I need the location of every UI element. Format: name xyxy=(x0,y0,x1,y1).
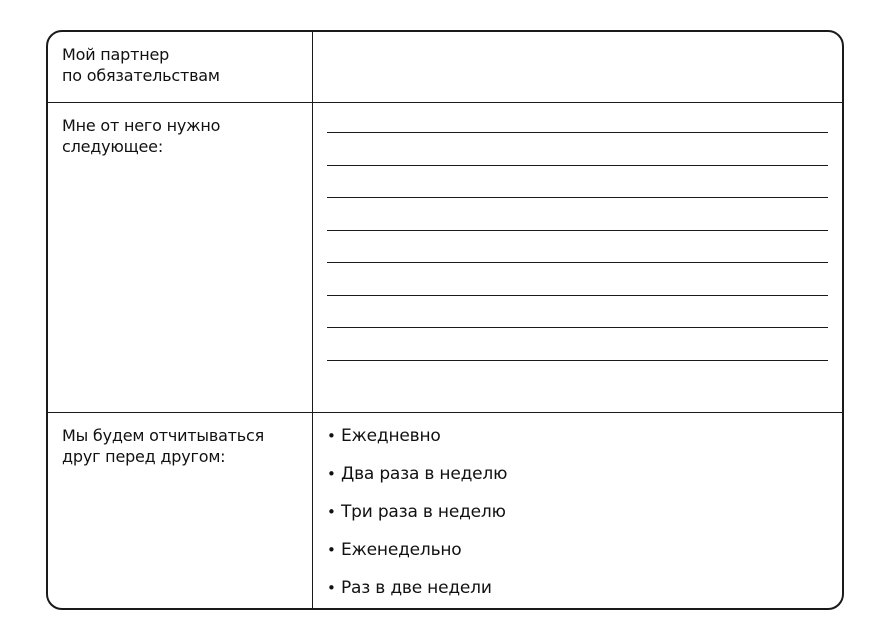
write-line xyxy=(327,295,828,296)
bullet-icon: • xyxy=(327,465,336,483)
frequency-option xyxy=(327,501,507,539)
write-line xyxy=(327,360,828,361)
write-in-lines xyxy=(327,132,828,392)
write-line xyxy=(327,197,828,198)
write-line xyxy=(327,165,828,166)
partner-row xyxy=(48,32,842,103)
needs-row xyxy=(48,103,842,413)
bullet-icon: • xyxy=(327,427,336,445)
write-line xyxy=(327,262,828,263)
need-label: Мне от него нужно следующее: xyxy=(62,116,221,156)
frequency-option xyxy=(327,463,507,501)
frequency-option-label: Два раза в неделю xyxy=(341,464,508,484)
frequency-option-label: Еженедельно xyxy=(341,540,462,560)
frequency-option-label: Раз в две недели xyxy=(341,578,492,598)
report-label: Мы будем отчитываться друг перед другом: xyxy=(62,426,265,466)
frequency-option-label: Три раза в неделю xyxy=(341,502,506,522)
frequency-option xyxy=(327,425,507,463)
write-line xyxy=(327,327,828,328)
bullet-icon: • xyxy=(327,579,336,597)
frequency-option-label: Ежедневно xyxy=(341,426,441,446)
accountability-form xyxy=(46,30,844,610)
write-line xyxy=(327,230,828,231)
bullet-icon: • xyxy=(327,503,336,521)
reporting-row xyxy=(48,413,842,608)
bullet-icon: • xyxy=(327,541,336,559)
write-line xyxy=(327,132,828,133)
frequency-option xyxy=(327,539,507,577)
frequency-option xyxy=(327,577,507,610)
partner-label: Мой партнер по обязательствам xyxy=(62,45,220,85)
frequency-options xyxy=(327,425,507,610)
